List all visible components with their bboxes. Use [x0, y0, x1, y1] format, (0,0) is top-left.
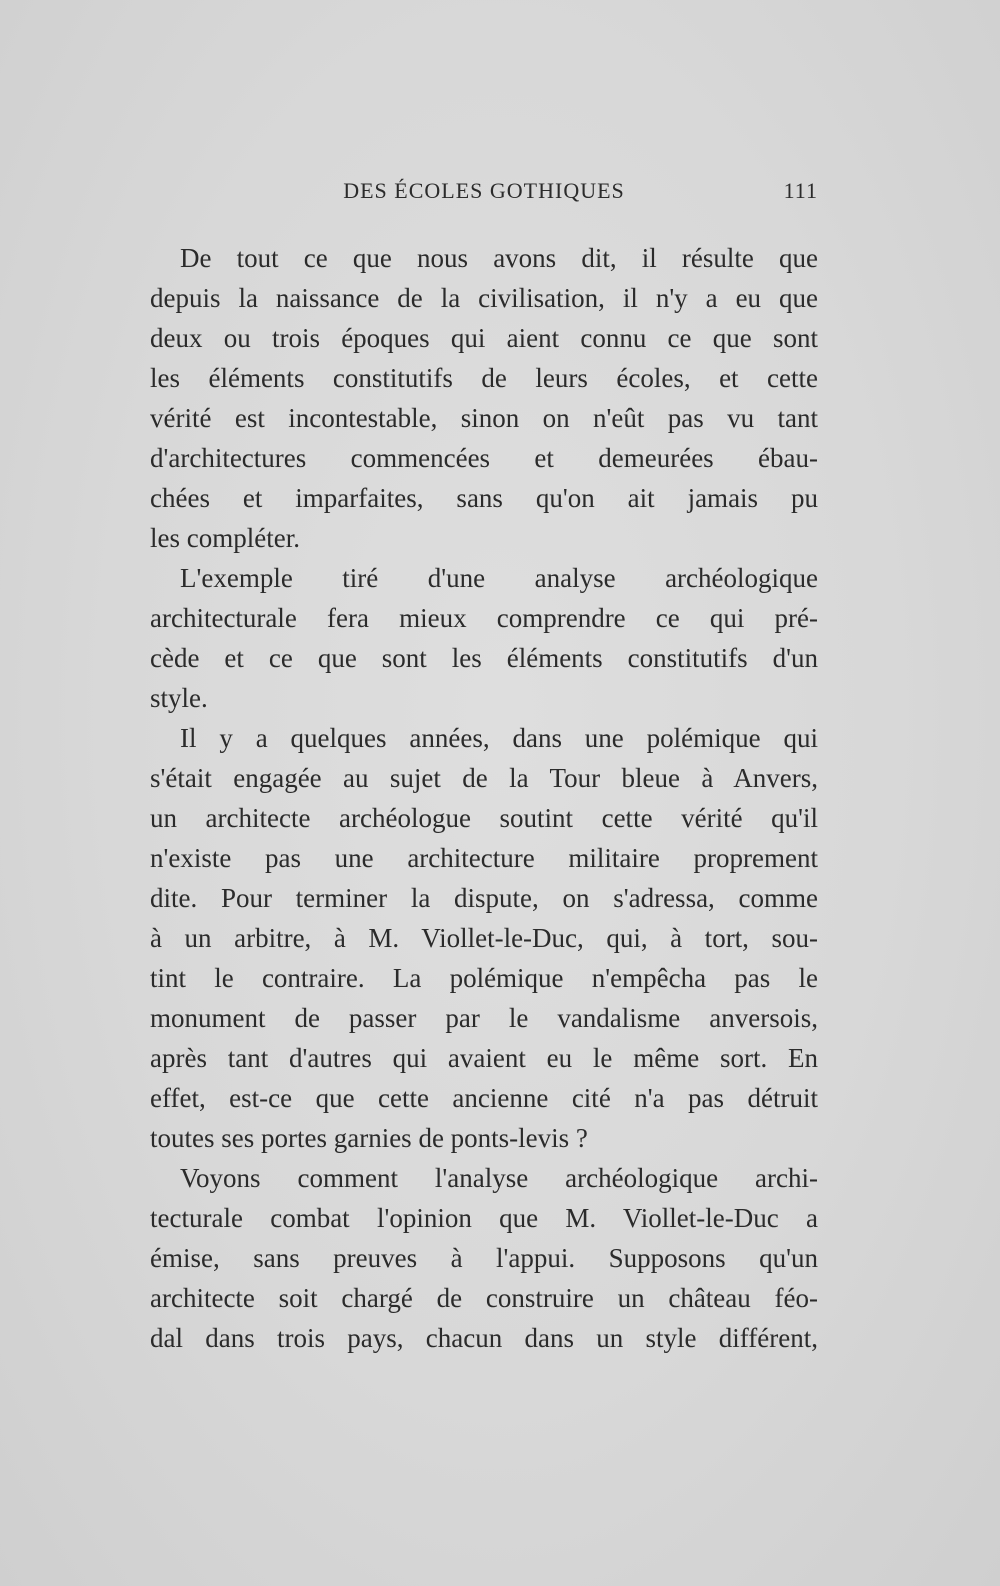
running-head — [150, 176, 818, 210]
text-line: s'était engagée au sujet de la Tour bleue à Anvers, — [150, 763, 818, 793]
text-line: Voyons comment l'analyse archéologique archi- — [180, 1163, 818, 1193]
text-line: émise, sans preuves à l'appui. Supposons qu'un — [150, 1243, 818, 1273]
text-line: tecturale combat l'opinion que M. Viollet-le-Duc a — [150, 1203, 818, 1233]
text-line: après tant d'autres qui avaient eu le même sort. En — [150, 1043, 818, 1073]
text-line: dal dans trois pays, chacun dans un style différent, — [150, 1323, 818, 1353]
text-line: style. — [150, 683, 208, 713]
running-title: DES ÉCOLES GOTHIQUES — [343, 178, 625, 203]
text-line: tint le contraire. La polémique n'empêcha pas le — [150, 963, 818, 993]
text-line: monument de passer par le vandalisme anversois, — [150, 1003, 818, 1033]
text-line: Il y a quelques années, dans une polémique qui — [180, 723, 818, 753]
text-line: cède et ce que sont les éléments constitutifs d'un — [150, 643, 818, 673]
text-line: les compléter. — [150, 523, 300, 553]
text-line: les éléments constitutifs de leurs écoles, et cette — [150, 363, 818, 393]
text-line: dite. Pour terminer la dispute, on s'adressa, comme — [150, 883, 818, 913]
text-line: architecturale fera mieux comprendre ce qui pré- — [150, 603, 818, 633]
text-line: L'exemple tiré d'une analyse archéologique — [180, 563, 818, 593]
text-line: architecte soit chargé de construire un château féo- — [150, 1283, 818, 1313]
text-line: depuis la naissance de la civilisation, il n'y a eu que — [150, 283, 818, 313]
page-number: 111 — [783, 178, 818, 203]
text-line: chées et imparfaites, sans qu'on ait jamais pu — [150, 483, 818, 513]
text-line: vérité est incontestable, sinon on n'eût pas vu tant — [150, 403, 818, 433]
text-line: effet, est-ce que cette ancienne cité n'a pas détruit — [150, 1083, 818, 1113]
text-line: à un arbitre, à M. Viollet-le-Duc, qui, à tort, sou- — [150, 923, 818, 953]
text-line: d'architectures commencées et demeurées ébau- — [150, 443, 818, 473]
text-line: De tout ce que nous avons dit, il résulte que — [180, 243, 818, 273]
text-line: deux ou trois époques qui aient connu ce que sont — [150, 323, 818, 353]
text-line: un architecte archéologue soutint cette vérité qu'il — [150, 803, 818, 833]
body-text — [150, 238, 818, 1358]
text-line: n'existe pas une architecture militaire proprement — [150, 843, 818, 873]
text-line: toutes ses portes garnies de ponts-levis ? — [150, 1123, 588, 1153]
